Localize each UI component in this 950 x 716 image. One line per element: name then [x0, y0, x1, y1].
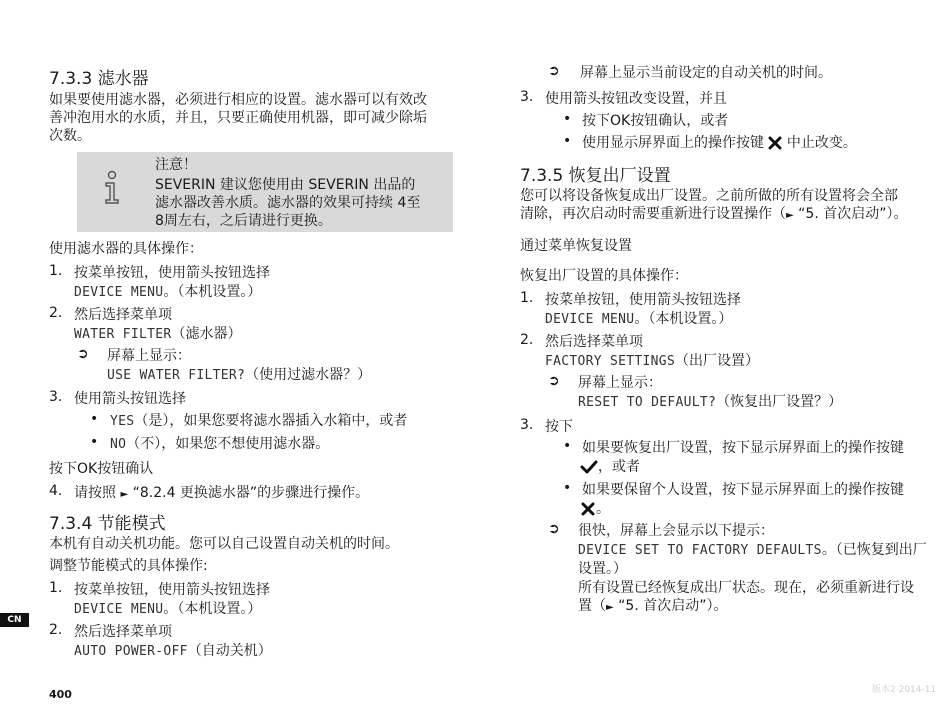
reset-result-2: 很快，屏幕上会显示以下提示： [578, 523, 774, 539]
bullet-icon: • [563, 133, 572, 149]
eco-result: 屏幕上显示当前设定的自动关机的时间。 [580, 65, 832, 81]
display-text: RESET TO DEFAULT? [578, 395, 717, 410]
confirm-check-icon [580, 460, 598, 474]
eco-paragraph-1: 本机有自动关机功能。您可以自己设置自动关机的时间。 [49, 536, 399, 552]
filter-confirm: 按下OK按钮确认 [49, 461, 154, 477]
reset-bullet-confirm-cont: ，或者 [580, 457, 640, 477]
section-7-3-4-title: 7.3.4 节能模式 [49, 514, 166, 534]
filter-howto: 使用滤水器的具体操作： [49, 241, 203, 257]
reset-bullet-keep: 如果要保留个人设置，按下显示屏界面上的操作按键 [582, 482, 904, 498]
step-number: 1. [520, 290, 534, 306]
translation: （不），如果您不想使用滤水器。 [126, 436, 330, 452]
note-line-2: SEVERIN 建议您使用由 SEVERIN 出品的 [155, 177, 416, 193]
reset-step-2: 然后选择菜单项 [545, 334, 643, 350]
filter-step-4: 请按照 ► “8.2.4 更换滤水器”的步骤进行操作。 [74, 485, 370, 501]
bullet-icon: • [563, 438, 572, 454]
result-arrow-icon: ➲ [77, 346, 89, 362]
display-text: AUTO POWER-OFF [74, 644, 188, 659]
filter-step-1-code-line [74, 282, 261, 303]
translation: （恢复出厂设置？） [716, 394, 843, 410]
note-line-4: 8周左右，之后请进行更换。 [155, 213, 332, 229]
eco-step-2: 然后选择菜单项 [74, 624, 172, 640]
reset-bullet-keep-cont: 。 [580, 499, 610, 519]
eco-bullet-ok: 按下OK按钮确认，或者 [582, 113, 729, 129]
display-text: DEVICE SET TO FACTORY DEFAULTS [578, 543, 822, 558]
reset-result-2-line-5: 置（► “5. 首次启动”）。 [578, 598, 728, 614]
eco-step-2-code-line [74, 641, 272, 662]
step-number: 1. [49, 263, 63, 279]
eco-paragraph-2: 调整节能模式的具体操作: [49, 558, 208, 574]
bullet-icon: • [90, 411, 99, 427]
step-number: 3. [49, 389, 63, 405]
eco-step-3: 使用箭头按钮改变设置，并且 [545, 91, 727, 107]
note-box [77, 152, 453, 232]
step-number: 1. [49, 580, 63, 596]
intro-line-1: 如果要使用滤水器，必须进行相应的设置。滤水器可以有效改 [49, 92, 427, 108]
reset-result-2-code-line [578, 540, 927, 561]
eco-step-1: 按菜单按钮，使用箭头按钮选择 [74, 582, 270, 598]
result-arrow-icon: ➲ [548, 521, 560, 537]
result-arrow-icon: ➲ [548, 63, 560, 79]
reset-step-1-code-line [545, 309, 732, 330]
reset-step-3: 按下 [545, 419, 573, 435]
bullet-icon: • [563, 111, 572, 127]
intro-line-3: 次数。 [49, 128, 91, 144]
display-text: WATER FILTER [74, 327, 172, 342]
intro-line-2: 善冲泡用水的水质，并且，只要正确使用机器，即可减少除垢 [49, 110, 427, 126]
reset-result-1-code-line [578, 392, 842, 413]
reset-result-1: 屏幕上显示： [578, 375, 662, 391]
translation: （出厂设置） [675, 353, 760, 369]
translation: 。（本机设置。） [163, 601, 262, 617]
eco-bullet-cancel: 使用显示屏界面上的操作按键 中止改变。 [582, 135, 857, 151]
display-text: DEVICE MENU [74, 602, 164, 617]
version-stamp: 版本2 2014-11 [872, 685, 937, 695]
display-text: NO [110, 437, 127, 452]
info-icon [97, 170, 127, 206]
translation: （滤水器） [171, 326, 242, 342]
bullet-icon: • [90, 434, 99, 450]
reset-intro-line-1: 您可以将设备恢复成出厂设置。之前所做的所有设置将会全部 [520, 188, 898, 204]
filter-result-1-code-line [107, 365, 371, 386]
filter-step-3: 使用箭头按钮选择 [74, 391, 186, 407]
display-text: FACTORY SETTINGS [545, 354, 676, 369]
translation: 。（已恢复到出厂 [821, 542, 927, 558]
reset-result-2-line-3: 设置。） [578, 561, 627, 577]
reset-bullet-confirm: 如果要恢复出厂设置，按下显示屏界面上的操作按键 [582, 440, 904, 456]
display-text: DEVICE MENU [74, 285, 164, 300]
reset-howto: 恢复出厂设置的具体操作： [520, 268, 688, 284]
section-7-3-5-title: 7.3.5 恢复出厂设置 [520, 166, 671, 186]
reference-arrow-icon: ► [786, 210, 794, 221]
language-tab: CN [0, 613, 29, 627]
step-number: 2. [49, 622, 63, 638]
reset-via-menu: 通过菜单恢复设置 [520, 238, 632, 254]
reset-result-2-line-4: 所有设置已经恢复成出厂状态。现在，必须重新进行设 [578, 580, 914, 596]
filter-result-1: 屏幕上显示： [107, 348, 191, 364]
filter-option-yes [110, 411, 407, 432]
step-number: 3. [520, 417, 534, 433]
display-text: USE WATER FILTER? [107, 368, 246, 383]
filter-option-no [110, 434, 329, 455]
reference-arrow-icon: ► [120, 489, 129, 500]
display-text: DEVICE MENU [545, 312, 635, 327]
reset-intro-line-2: 清除，再次启动时需要重新进行设置操作（► “5. 首次启动”）。 [520, 206, 908, 222]
filter-step-2: 然后选择菜单项 [74, 307, 172, 323]
cancel-x-icon [580, 502, 596, 516]
bullet-icon: • [563, 480, 572, 496]
filter-step-1: 按菜单按钮，使用箭头按钮选择 [74, 265, 270, 281]
eco-step-1-code-line [74, 599, 261, 620]
reset-step-2-code-line [545, 351, 759, 372]
step-number: 2. [520, 332, 534, 348]
translation: （自动关机） [187, 643, 272, 659]
translation: 。（本机设置。） [163, 284, 262, 300]
step-number: 4. [49, 483, 63, 499]
step-number: 2. [49, 305, 63, 321]
translation: （是），如果您要将滤水器插入水箱中，或者 [134, 413, 408, 429]
display-text: YES [110, 414, 135, 429]
result-arrow-icon: ➲ [548, 373, 560, 389]
reference-arrow-icon: ► [606, 602, 614, 613]
translation: 。（本机设置。） [634, 311, 733, 327]
note-line-1: 注意！ [155, 157, 197, 173]
cancel-x-icon [768, 136, 782, 150]
page-number: 400 [49, 688, 72, 701]
note-line-3: 滤水器改善水质。滤水器的效果可持续 4至 [155, 195, 421, 211]
step-number: 3. [520, 89, 534, 105]
filter-step-2-code-line [74, 324, 242, 345]
reset-step-1: 按菜单按钮，使用箭头按钮选择 [545, 292, 741, 308]
translation: （使用过滤水器？） [245, 367, 372, 383]
section-7-3-3-title: 7.3.3 滤水器 [49, 69, 149, 89]
